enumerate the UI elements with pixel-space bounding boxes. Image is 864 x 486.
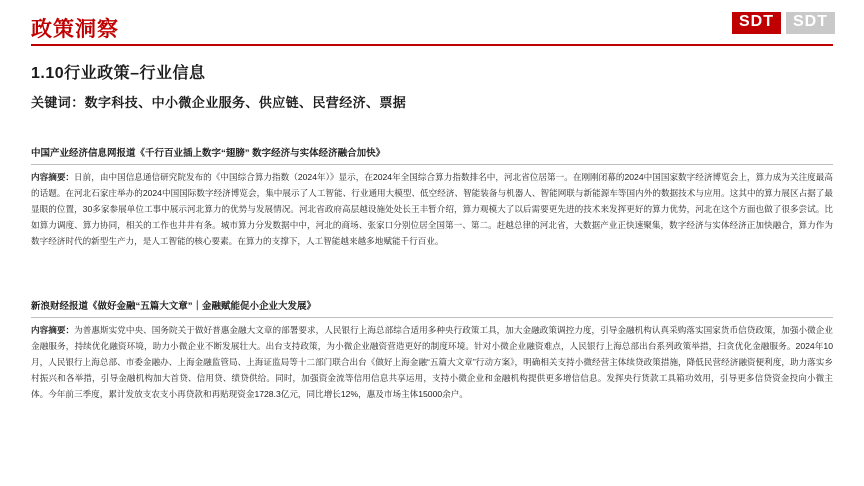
page-title: 政策洞察 bbox=[31, 18, 119, 41]
keywords-value: 数字科技、中小微企业服务、供应链、民营经济、票据 bbox=[84, 95, 407, 110]
article-divider bbox=[31, 164, 833, 165]
section-title: 1.10行业政策–行业信息 bbox=[31, 65, 206, 82]
article-body bbox=[31, 170, 833, 249]
article-block bbox=[31, 147, 833, 250]
article-headline: 中国产业经济信息网报道《千行百业插上数字“翅膀” 数字经济与实体经济融合加快》 bbox=[31, 148, 386, 159]
logo-secondary: SDT bbox=[786, 12, 835, 34]
page-header bbox=[0, 0, 864, 46]
article-body-text: 日前，由中国信息通信研究院发布的《中国综合算力指数（2024年）》显示，在2024年全国综合算力指数排名中，河北省位居第一。在刚刚闭幕的2024中国国家数字经济博览会上，算力成为关注度最高的话题。在河北石家庄举办的2024中国国际数字经济博览会，集中展示了人工智能、行业通用大模型、低空经济、智能装备与机器人、智能网联与新能源车等国内外的数据技术与应用。这其中的算力展区占据了最显眼的位置，30多家参展单位工事中展示河北算力的优势与发展情况。河北省政府高层越设施处处长王丰暂介绍，算力观模大了以后需要更先进的技术来发挥更好的算力优势，河北在这个方面也做了很多尝试。比如算力调度、算力协同，相关的工作也井井有条。城市算力分发数据中中，河北的商场、张家口分别位居全国第一、第二。赶越总律的河北省，大数据产业正快速聚集，数字经济与实体经济正加快融合，算力作为数字经济时代的新型生产力，是人工智能的核心要素。在算力的支撑下，人工智能越来越多地赋能千行百业。 bbox=[31, 172, 833, 246]
article-divider bbox=[31, 317, 833, 318]
keywords-line bbox=[31, 92, 406, 111]
article-body bbox=[31, 323, 833, 402]
article-lead-label: 内容摘要： bbox=[31, 172, 75, 183]
logo bbox=[732, 12, 835, 34]
header-divider bbox=[31, 44, 833, 46]
keywords-label: 关键词： bbox=[31, 95, 85, 110]
article-lead-label: 内容摘要： bbox=[31, 325, 75, 336]
article-block bbox=[31, 300, 833, 403]
article-body-text: 为普惠斯实党中央、国务院关于做好普惠金融大文章的部署要求，人民银行上海总部综合适用多种央行政策工具，加大金融政策调控力度，引导金融机构认真采购落实国家货币信贷政策，加强小微企业金融服务，持续优化融资环境，助力小微企业不断发展壮大。出台支持政策，为小微企业融资营造更好的制度环境。针对小微企业融资难点，人民银行上海总部出台系列政策举措，扫贪优化金融服务。2024年10月，人民银行上海总部、市委金融办、上海金融监管局、上海证监局等十二部门联合出台《做好上海金融“五篇大文章”行动方案》，明确相关支持小微经营主体续贷政策措施，降低民营经济融资便利度，助力落实乡村振兴和各举措，引导金融机构加大首贷、信用贷、绩贷供给。同时，加强资金流等信用信息共享运用，支持小微企业和金融机构提供更多增信信息。发挥央行货款工具箱功效用，引导更多信贷资金投向小微主体。今年前三季度，累计发放支农支小再贷款和再贴现资金1728.3亿元，同比增长12%，惠及市场主体15000余户。 bbox=[31, 325, 833, 399]
article-headline: 新浪财经报道《做好金融“五篇大文章”｜金融赋能促小企业大发展》 bbox=[31, 301, 317, 312]
logo-primary: SDT bbox=[732, 12, 781, 34]
